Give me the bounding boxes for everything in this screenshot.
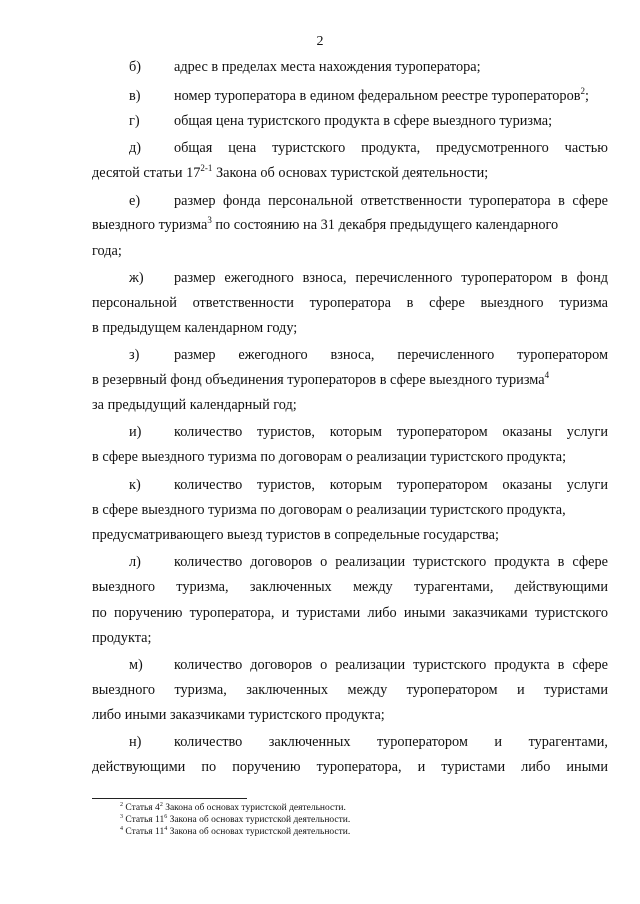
item-marker: к) xyxy=(129,477,141,493)
footnote-ref: 2-1 xyxy=(200,163,213,174)
item-e-line2 xyxy=(92,216,608,234)
item-text: Закона об основах туристской деятельности; xyxy=(212,165,489,181)
item-marker: е) xyxy=(129,193,141,209)
item-text: номер туроператора в едином федеральном реестре туроператоров xyxy=(174,88,581,104)
footnote-separator xyxy=(92,798,247,799)
footnote-sup: 4 xyxy=(164,825,168,832)
item-zh-line3: в предыдущем календарном году; xyxy=(92,320,298,336)
item-l-line4: продукта; xyxy=(92,630,152,646)
footnote-number: 4 xyxy=(120,825,123,832)
footnote xyxy=(120,802,346,814)
item-k-line1 xyxy=(129,476,608,494)
item-g xyxy=(129,112,608,130)
footnote-number: 2 xyxy=(120,801,123,808)
item-l-line1 xyxy=(129,553,608,571)
footnote-ref: 3 xyxy=(207,215,212,226)
item-text: в резервный фонд объединения туроператоров в сфере выездного туризма xyxy=(92,372,545,388)
page-number: 2 xyxy=(316,34,324,49)
item-b xyxy=(129,58,608,76)
item-m-line3: либо иными заказчиками туристского продукта; xyxy=(92,707,385,723)
item-e-line1 xyxy=(129,192,608,210)
footnote-text: Закона об основах туристской деятельности. xyxy=(162,803,346,813)
item-text: по состоянию на 31 декабря предыдущего календарного xyxy=(211,217,559,233)
item-text: общая цена туристского продукта, предусмотренного частью xyxy=(174,140,608,156)
item-marker: д) xyxy=(129,140,142,156)
item-text: количество договоров о реализации туристского продукта в сфере xyxy=(174,554,608,570)
item-marker: з) xyxy=(129,347,140,363)
footnote xyxy=(120,814,350,826)
footnote-sup: 2 xyxy=(159,801,163,808)
item-z-line2 xyxy=(92,371,608,389)
footnote-sup: 6 xyxy=(164,813,168,820)
item-text: количество договоров о реализации туристского продукта в сфере xyxy=(174,657,608,673)
item-text-end: ; xyxy=(584,88,589,104)
footnote xyxy=(120,826,350,838)
item-marker: и) xyxy=(129,424,142,440)
item-m-line1 xyxy=(129,656,608,674)
item-n-line2: действующими по поручению туроператора, и туристами либо иными xyxy=(92,759,608,775)
item-l-line2: выездного туризма, заключенных между турагентами, действующими xyxy=(92,579,608,595)
item-e-line3: года; xyxy=(92,243,122,259)
footnote-text: Закона об основах туристской деятельности. xyxy=(167,827,351,837)
item-marker: ж) xyxy=(129,270,144,286)
item-k-line2: в сфере выездного туризма по договорам о реализации туристского продукта, xyxy=(92,502,566,518)
footnote-text: Статья 11 xyxy=(125,827,165,837)
item-text: общая цена туристского продукта в сфере выездного туризма; xyxy=(174,113,553,129)
item-marker: б) xyxy=(129,59,142,75)
item-i-line1 xyxy=(129,423,608,441)
item-text: количество туристов, которым туроператором оказаны услуги xyxy=(174,424,608,440)
footnote-ref: 2 xyxy=(580,86,585,97)
item-text: количество заключенных туроператором и турагентами, xyxy=(174,734,608,750)
item-text: количество туристов, которым туроператором оказаны услуги xyxy=(174,477,608,493)
item-marker: м) xyxy=(129,657,143,673)
item-zh-line2: персональной ответственности туроператора в сфере выездного туризма xyxy=(92,295,608,311)
footnote-text: Закона об основах туристской деятельности. xyxy=(167,815,351,825)
item-marker: в) xyxy=(129,88,141,104)
item-zh-line1 xyxy=(129,269,608,287)
footnote-text: Статья 4 xyxy=(125,803,160,813)
footnote-number: 3 xyxy=(120,813,123,820)
item-d-line1 xyxy=(129,139,608,157)
item-n-line1 xyxy=(129,733,608,751)
item-marker: л) xyxy=(129,554,141,570)
item-m-line2: выездного туризма, заключенных между туроператором и туристами xyxy=(92,682,608,698)
item-text: десятой статьи 17 xyxy=(92,165,201,181)
item-z-line3: за предыдущий календарный год; xyxy=(92,397,297,413)
item-d-line2 xyxy=(92,164,608,182)
item-text: адрес в пределах места нахождения туроператора; xyxy=(174,59,481,75)
item-text: размер фонда персональной ответственности туроператора в сфере xyxy=(174,193,608,209)
item-v xyxy=(129,87,608,105)
item-text: выездного туризма xyxy=(92,217,208,233)
item-text: размер ежегодного взноса, перечисленного туроператором в фонд xyxy=(174,270,608,286)
item-z-line1 xyxy=(129,346,608,364)
footnote-ref: 4 xyxy=(544,370,550,381)
item-marker: г) xyxy=(129,113,140,129)
footnote-text: Статья 11 xyxy=(125,815,165,825)
item-text: размер ежегодного взноса, перечисленного туроператором xyxy=(174,347,608,363)
item-marker: н) xyxy=(129,734,142,750)
item-k-line3: предусматривающего выезд туристов в сопредельные государства; xyxy=(92,527,499,543)
item-i-line2: в сфере выездного туризма по договорам о реализации туристского продукта; xyxy=(92,449,567,465)
item-l-line3: по поручению туроператора, и туристами либо иными заказчиками туристского xyxy=(92,605,608,621)
